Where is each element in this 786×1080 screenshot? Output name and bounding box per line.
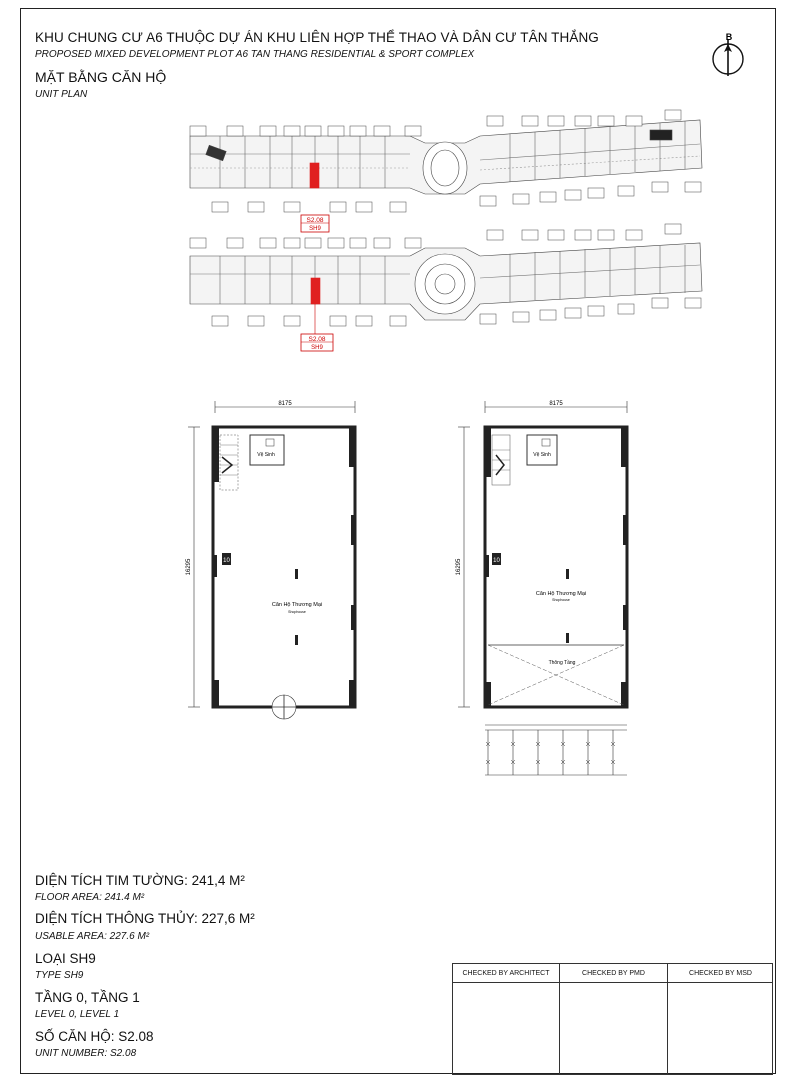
right-plan-width-dim: 8175 [549,401,563,407]
left-plan-depth-dim: 16295 [186,558,192,576]
unit-number-vn: SỐ CĂN HỘ: S2.08 [35,1029,154,1044]
signoff-table [452,963,773,1075]
unit-number-en: UNIT NUMBER: S2.08 [35,1048,137,1059]
signoff-col-divider-1 [559,982,560,1074]
right-plan-column-tag: 10 [493,558,500,564]
key-plan-lower-type-label: SH9 [311,345,323,351]
balcony-railing [485,725,627,775]
key-plan-lower-unit-label: S2.08 [308,336,326,343]
left-plan-room-sublabel: Shophouse [288,610,306,614]
floor-area-en: FLOOR AREA: 241.4 M² [35,892,145,903]
title-en: PROPOSED MIXED DEVELOPMENT PLOT A6 TAN THANG RESIDENTIAL & SPORT COMPLEX [35,49,475,60]
left-plan-width-dim: 8175 [278,401,292,407]
right-plan-depth-dim: 16295 [456,558,462,576]
level-en: LEVEL 0, LEVEL 1 [35,1009,120,1020]
key-plan-group [180,108,710,358]
north-label: B [725,32,733,42]
right-plan-room-sublabel: Shophouse [552,598,570,602]
signoff-divider [453,982,772,983]
unit-type-vn: LOẠI SH9 [35,951,96,966]
floor-plan-level-0 [180,395,380,730]
section-title-vn: MẶT BẰNG CĂN HỘ [35,69,167,85]
title-vn: KHU CHUNG CƯ A6 THUỘC DỰ ÁN KHU LIÊN HỢP THỂ THAO VÀ DÂN CƯ TÂN THẮNG [35,30,599,45]
right-plan-void-label: Thông Tầng [548,660,576,666]
signoff-col-divider-2 [667,982,668,1074]
section-title-en: UNIT PLAN [35,89,88,100]
right-plan-room-label: Căn Hộ Thương Mại [535,591,587,597]
left-plan-column-tag: 10 [223,558,230,564]
signoff-architect-header: CHECKED BY ARCHITECT [453,964,560,982]
floor-area-vn: DIỆN TÍCH TIM TƯỜNG: 241,4 M² [35,873,245,888]
north-arrow-icon [710,30,746,76]
key-plan-upper-type-label: SH9 [309,226,321,232]
floor-plan-level-1 [452,395,642,785]
signoff-pmd-header: CHECKED BY PMD [560,964,668,982]
usable-area-vn: DIỆN TÍCH THÔNG THỦY: 227,6 M² [35,911,255,926]
usable-area-en: USABLE AREA: 227.6 M² [35,931,150,942]
signoff-msd-header: CHECKED BY MSD [689,969,752,977]
level-vn: TẦNG 0, TẦNG 1 [35,990,140,1005]
right-plan-wc-label: Vệ Sinh [533,452,551,458]
left-plan-room-label: Căn Hộ Thương Mại [271,602,323,608]
left-plan-wc-label: Vệ Sinh [257,452,275,458]
unit-type-en: TYPE SH9 [35,970,84,981]
key-plan-upper-unit-label: S2.08 [306,217,324,224]
